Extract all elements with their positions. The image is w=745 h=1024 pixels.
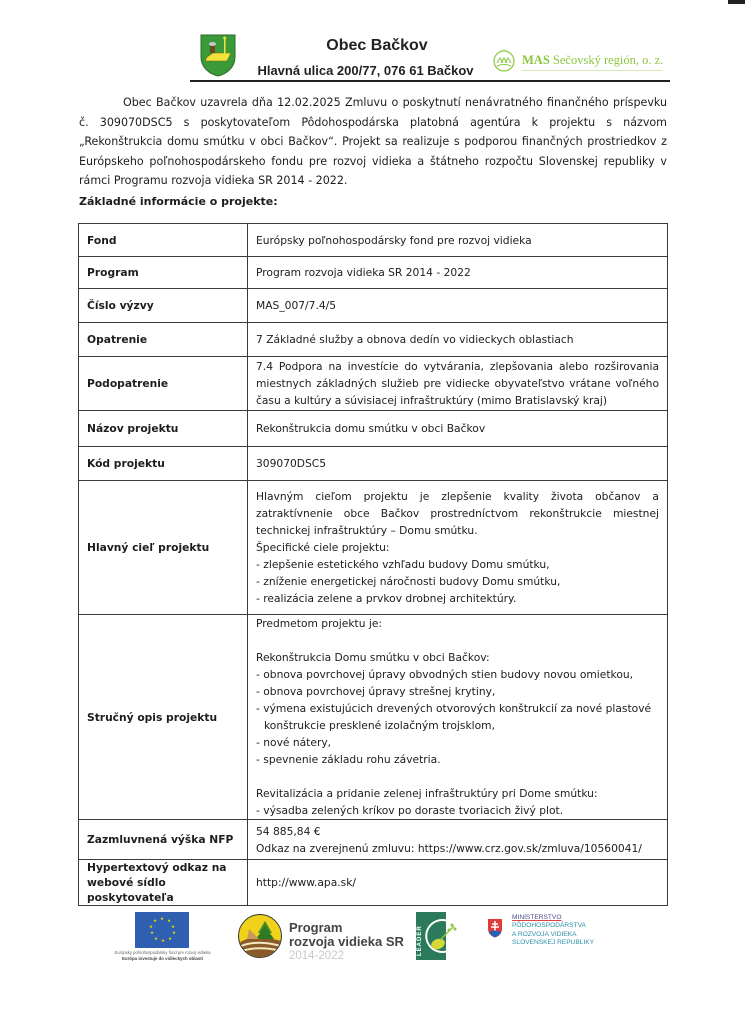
row-label: Číslo výzvy: [79, 289, 248, 323]
contract-link[interactable]: Odkaz na zverejnenú zmluvu: https://www.crz.gov.sk/zmluva/10560041/: [256, 841, 642, 855]
nfp-amount: 54 885,84 €: [256, 824, 321, 838]
value-line: - výsadba zelených kríkov po doraste tvoriacich živý plot.: [256, 804, 564, 817]
row-value: [248, 323, 668, 357]
project-info-table: [78, 223, 668, 906]
section-heading: Základné informácie o projekte:: [79, 195, 278, 208]
leader-label: LEADER: [417, 925, 423, 956]
value-line: - výmena existujúcich drevených otvorových konštrukcií za nové plastové: [256, 702, 652, 715]
row-label: Kód projektu: [79, 447, 248, 481]
eu-caption-fund: Európsky poľnohospodársky fond pre rozvoj vidieka: [114, 950, 211, 955]
row-label: Podopatrenie: [79, 357, 248, 411]
table-row-hlavny-ciel: [79, 481, 668, 615]
ministry-line: SLOVENSKEJ REPUBLIKY: [512, 939, 595, 947]
municipality-name: Obec Bačkov: [326, 37, 428, 54]
value-line: 309070DSC5: [256, 457, 327, 470]
value-line: - obnova povrchovej úpravy strešnej krytiny,: [256, 685, 496, 698]
value-line: - spevnenie základu rohu závetria.: [256, 753, 441, 766]
row-value: [248, 447, 668, 481]
row-value: [248, 481, 668, 615]
value-line: 7.4 Podpora na investície do vytvárania, zlepšovania alebo rozširovania miestnych základných služieb pre vidiecke obyvateľstvo vrátane voľného času a kultúry a súvisiacej infraštruktúry (mimo Bratislavský kraj): [256, 360, 659, 407]
value-line: MAS_007/7.4/5: [256, 299, 337, 312]
row-value: [248, 820, 668, 860]
value-line: - zníženie energetickej náročnosti budovy Domu smútku,: [256, 575, 561, 588]
table-row-vyska-nfp: [79, 820, 668, 860]
row-value: [248, 257, 668, 289]
table-row-fond: [79, 224, 668, 257]
row-value: [248, 357, 668, 411]
row-value: [248, 860, 668, 906]
value-line: Hlavným cieľom projektu je zlepšenie kvality života občanov a zatraktívnenie obce Bačkov prostredníctvom rekonštrukcie miestnej technickej infraštruktúry – Domu smútku.: [256, 490, 659, 537]
mas-logo-icon: [492, 48, 516, 72]
intro-paragraph: [79, 93, 667, 191]
value-line: Revitalizácia a pridanie zelenej infraštruktúry pri Dome smútku:: [256, 787, 598, 800]
municipality-address: Hlavná ulica 200/77, 076 61 Bačkov: [257, 63, 474, 78]
blank-line: [256, 632, 659, 649]
ministry-line: MINISTERSTVO: [512, 914, 562, 921]
eu-flag-icon: ★ ★ ★ ★ ★ ★ ★ ★ ★ ★: [135, 912, 189, 948]
mas-underline: [522, 70, 662, 71]
table-row-podopatrenie: [79, 357, 668, 411]
value-line: Program rozvoja vidieka SR 2014 - 2022: [256, 266, 471, 279]
row-value: [248, 224, 668, 257]
value-line: Európsky poľnohospodársky fond pre rozvoj vidieka: [256, 233, 532, 247]
row-label: Stručný opis projektu: [79, 615, 248, 820]
ministry-line: PÔDOHOSPODÁRSTVA: [512, 922, 586, 930]
scan-artifact: [728, 0, 745, 4]
row-label: Opatrenie: [79, 323, 248, 357]
row-value: [248, 615, 668, 820]
blank-line: [256, 768, 659, 785]
intro-text: Obec Bačkov uzavrela dňa 12.02.2025 Zmluvu o poskytnutí nenávratného finančného príspevku č. 309070DSC5 s poskytovateľom Pôdohospodárska platobná agentúra k projektu s názvom „Rekonštrukcia domu smútku v obci Bačkov“. Projekt sa realizuje s podporou finančných prostriedkov z Európskeho poľnohospodárskeho fondu pre rozvoj vidieka a štátneho rozpočtu Slovenskej republiky v rámci Programu rozvoja vidieka SR 2014 - 2022.: [79, 96, 667, 187]
table-row-kod-projektu: [79, 447, 668, 481]
value-line: - obnova povrchovej úpravy obvodných stien budovy novou omietkou,: [256, 668, 634, 681]
row-label: Názov projektu: [79, 411, 248, 447]
ministry-line: A ROZVOJA VIDIEKA: [512, 930, 577, 938]
table-row-strucny-opis: [79, 615, 668, 820]
svg-text:MS: MS: [501, 48, 507, 53]
ministry-name: [512, 914, 594, 948]
value-line: 7 Základné služby a obnova dedín vo vidieckych oblastiach: [256, 333, 574, 346]
table-row-program: [79, 257, 668, 289]
row-label: Zazmluvnená výška NFP: [79, 820, 248, 860]
table-row-cislo-vyzvy: [79, 289, 668, 323]
value-line: Rekonštrukcia Domu smútku v obci Bačkov:: [256, 651, 490, 664]
value-line: Špecifické ciele projektu:: [256, 541, 390, 554]
program-rozvoja-vidieka-icon: [238, 914, 282, 958]
mas-partner-name: [522, 53, 663, 68]
leader-icon: [416, 912, 464, 960]
value-line: - zlepšenie estetického vzhľadu budovy Domu smútku,: [256, 558, 550, 571]
value-line: konštrukcie presklené izolačným trojsklom,: [264, 719, 495, 732]
table-row-opatrenie: [79, 323, 668, 357]
mas-abbrev: MAS: [522, 53, 550, 67]
row-value: [248, 411, 668, 447]
prv-title-line1: Program: [289, 920, 343, 935]
row-label: Hlavný cieľ projektu: [79, 481, 248, 615]
coat-of-arms-icon: [199, 33, 237, 77]
value-line: Predmetom projektu je:: [256, 617, 383, 630]
row-label: Fond: [79, 224, 248, 257]
value-line: - realizácia zelene a prvkov drobnej architektúry.: [256, 592, 517, 605]
slovak-coat-of-arms-icon: [487, 918, 503, 938]
row-label: Program: [79, 257, 248, 289]
row-label: Hypertextový odkaz na webové sídlo poskytovateľa: [79, 860, 248, 906]
prv-title-line2: rozvoja vidieka SR: [289, 934, 404, 949]
provider-website-link[interactable]: http://www.apa.sk/: [256, 876, 357, 889]
row-value: [248, 289, 668, 323]
table-row-webove-sidlo: [79, 860, 668, 906]
value-line: - nové nátery,: [256, 736, 332, 749]
prv-years: 2014-2022: [289, 950, 344, 962]
eu-caption-slogan: Európa investuje do vidieckych oblastí: [121, 956, 203, 961]
header-divider: [190, 80, 670, 82]
value-line: Rekonštrukcia domu smútku v obci Bačkov: [256, 422, 486, 435]
mas-region-name: Sečovský región, o. z.: [549, 53, 664, 67]
table-row-nazov-projektu: [79, 411, 668, 447]
